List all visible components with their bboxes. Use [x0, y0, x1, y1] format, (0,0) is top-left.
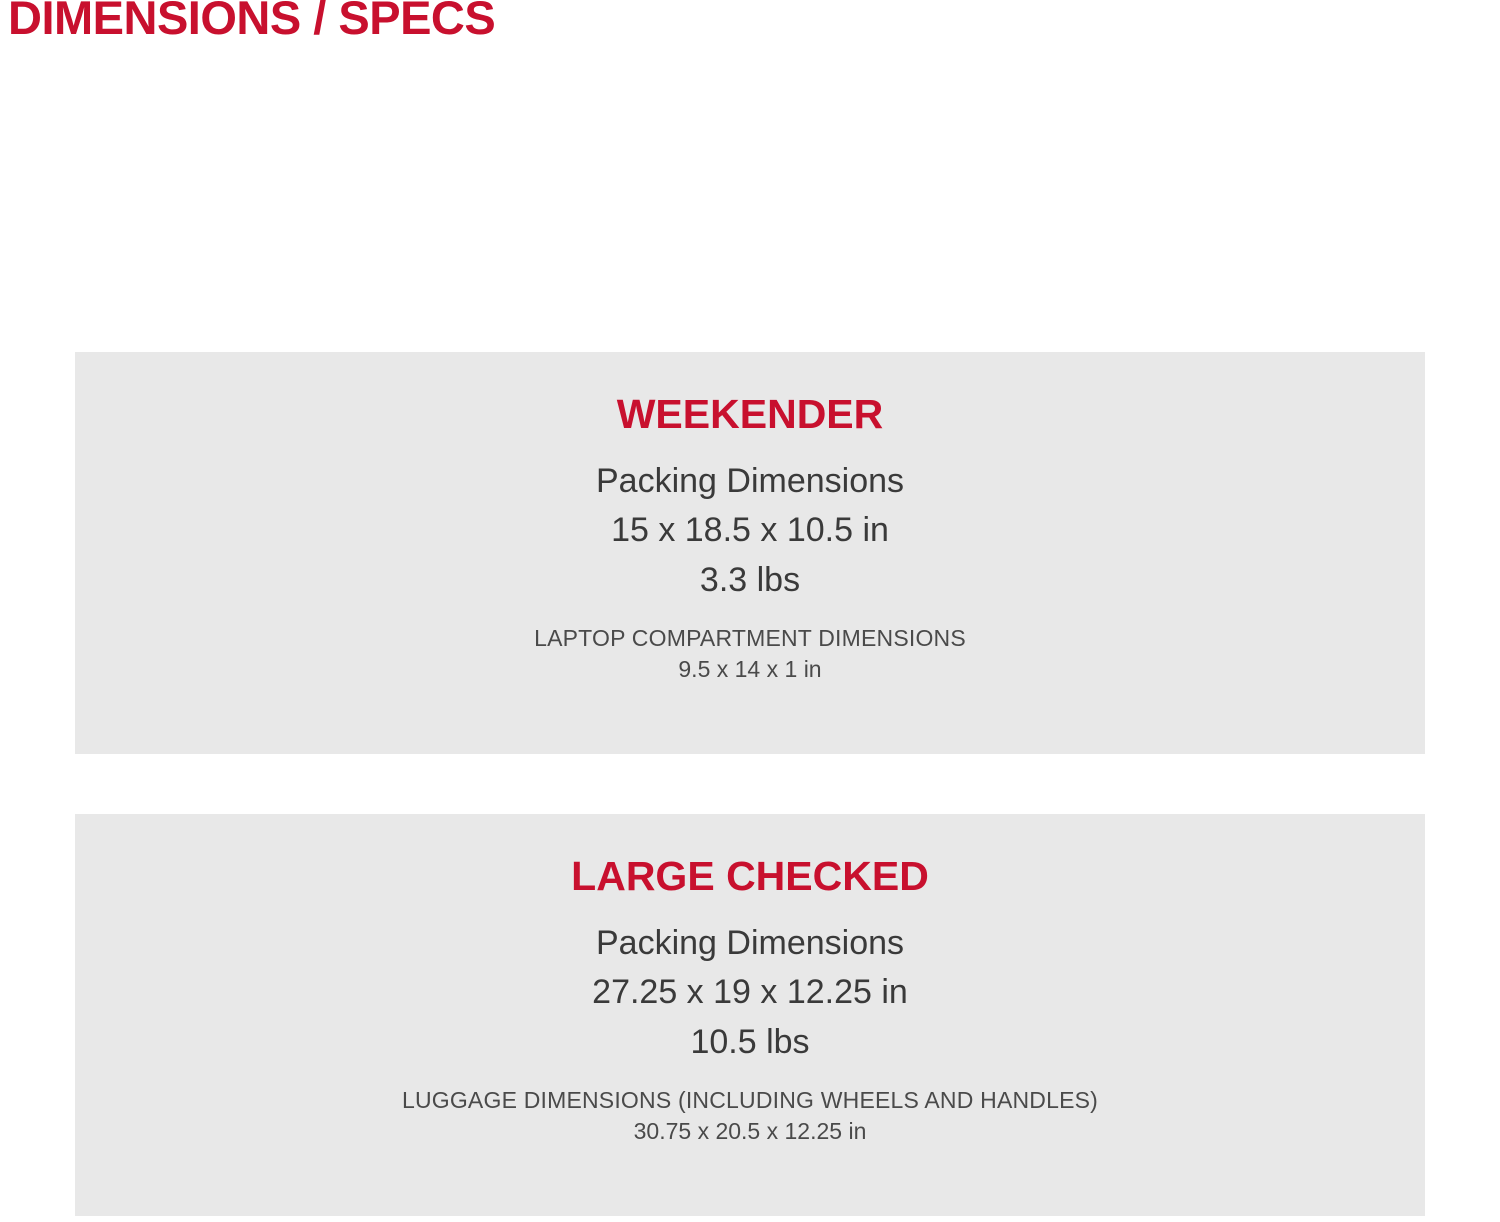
spec-card-list — [75, 352, 1425, 1216]
secondary-dimensions-label: LUGGAGE DIMENSIONS (INCLUDING WHEELS AND HANDLES) — [401, 1087, 1099, 1114]
packing-dimensions-label: Packing Dimensions — [595, 924, 905, 963]
packing-dimensions-value: 15 x 18.5 x 10.5 in — [611, 511, 889, 550]
spec-card-large-checked — [75, 814, 1425, 1216]
spec-card-weekender — [75, 352, 1425, 754]
secondary-dimensions-value: 9.5 x 14 x 1 in — [678, 656, 822, 683]
packing-dimensions-label: Packing Dimensions — [595, 462, 905, 501]
page-title: DIMENSIONS / SPECS — [8, 0, 496, 44]
packing-dimensions-value: 27.25 x 19 x 12.25 in — [592, 973, 908, 1012]
spec-card-heading: WEEKENDER — [616, 391, 884, 437]
secondary-dimensions-label: LAPTOP COMPARTMENT DIMENSIONS — [534, 625, 966, 652]
weight-value: 3.3 lbs — [699, 560, 801, 599]
secondary-dimensions-value: 30.75 x 20.5 x 12.25 in — [633, 1118, 867, 1145]
weight-value: 10.5 lbs — [690, 1022, 810, 1061]
spec-card-heading: LARGE CHECKED — [571, 853, 929, 899]
